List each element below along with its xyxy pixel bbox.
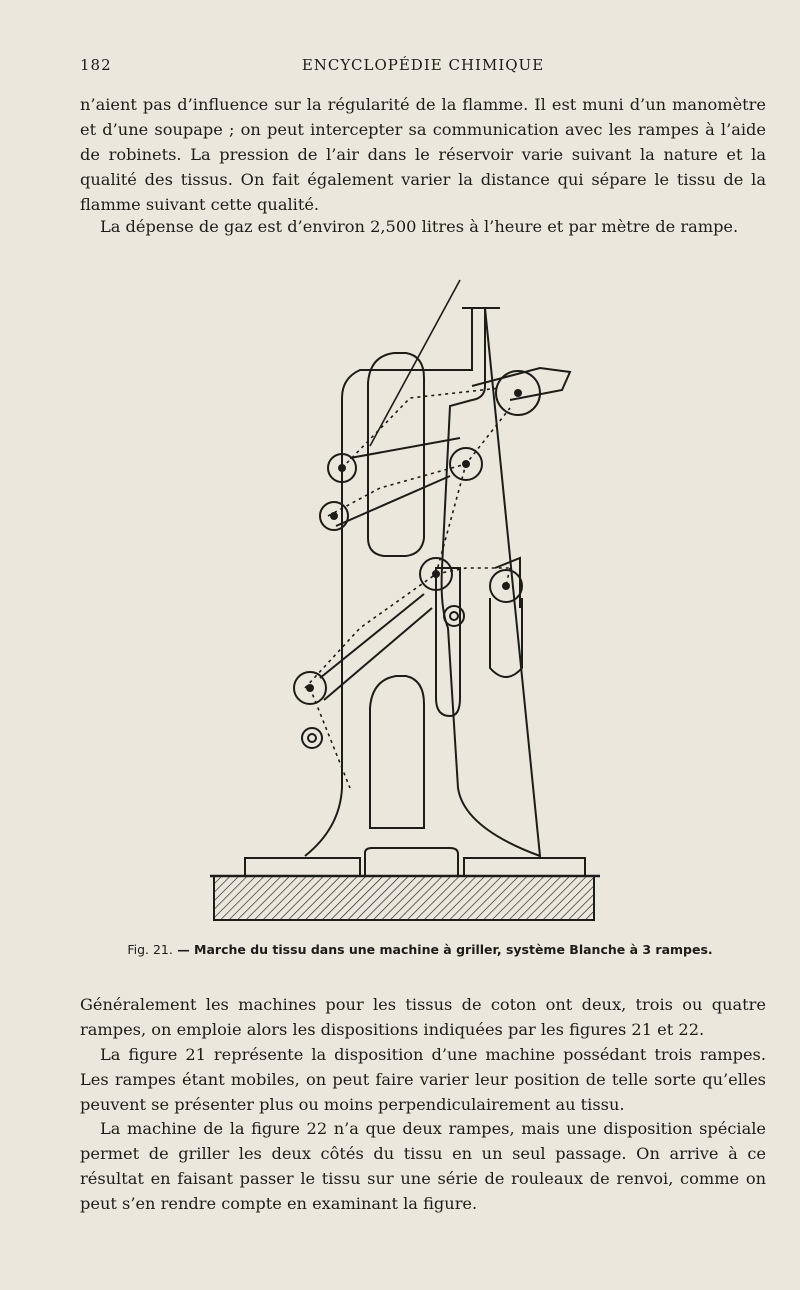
figure-caption-text: — Marche du tissu dans une machine à griller, système Blanche à 3 rampes. (172, 942, 713, 957)
slot-lower (370, 676, 424, 828)
floor-hatching (214, 876, 594, 920)
figure-label: Fig. 21. (127, 942, 173, 957)
rampe-arm-1 (336, 438, 460, 526)
page-header (80, 56, 766, 82)
figure-21-drawing (210, 268, 600, 928)
paragraph-general: Généralement les machines pour les tissus de coton ont deux, trois ou quatre rampes, on emploie alors les dispositions indiquées par les figures 21 et 22. (80, 995, 766, 1039)
figure-caption (70, 942, 770, 957)
page-number: 182 (80, 56, 112, 74)
rampe-arm-2 (320, 594, 432, 700)
paragraph-continuation: n’aient pas d’influence sur la régularité de la flamme. Il est muni d’un manomètre et d’une soupape ; on peut intercepter sa communication avec les rampes à l’aide de robinets. La pression de l’air dans le réservoir varie suivant la nature et la qualité des tissus. On fait également varier la distance qui sépare le tissu de la flamme suivant cette qualité. (80, 95, 766, 214)
running-title: ENCYCLOPÉDIE CHIMIQUE (301, 56, 545, 74)
paragraph-gas-consumption: La dépense de gaz est d’environ 2,500 litres à l’heure et par mètre de rampe. (100, 217, 739, 236)
roller-bottom-left (302, 728, 322, 748)
paragraph-figure-22: La machine de la figure 22 n’a que deux rampes, mais une disposition spéciale permet de griller les deux côtés du tissu en un seul passage. On arrive à ce résultat en faisant passer le tissu sur une série de rouleaux de renvoi, comme on peut s’en rendre compte en examinant la figure. (80, 1119, 766, 1213)
slot-upper (368, 353, 424, 556)
machine-base (245, 848, 585, 876)
paragraph-figure-21: La figure 21 représente la disposition d’une machine possédant trois rampes. Les rampes étant mobiles, on peut faire varier leur position de telle sorte qu’elles peuvent se présenter plus ou moins perpendiculairement au tissu. (80, 1045, 766, 1114)
